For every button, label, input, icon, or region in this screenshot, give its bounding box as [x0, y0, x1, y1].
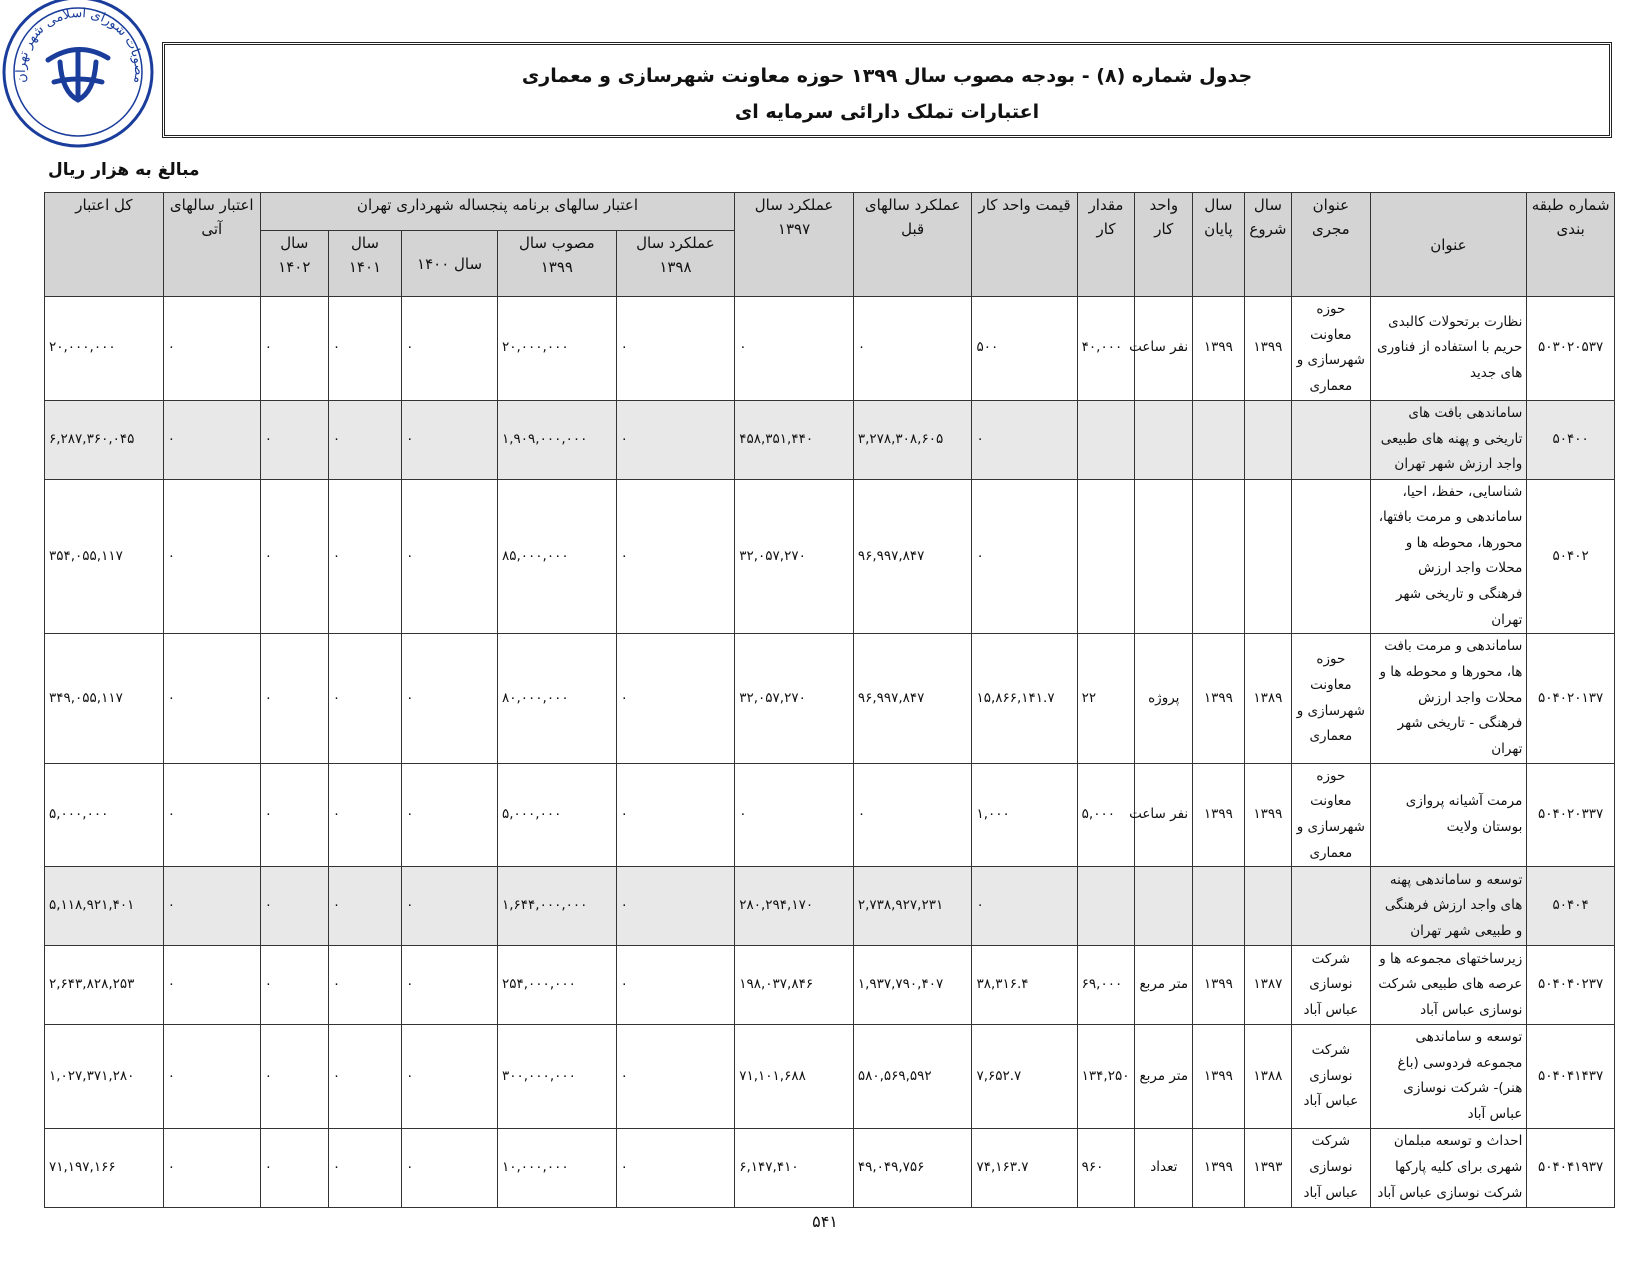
row-end-year: ۱۳۹۹: [1193, 763, 1245, 867]
row-quantity: ۲۲: [1077, 634, 1135, 763]
row-start-year: [1244, 867, 1291, 946]
row-executor: حوزه معاونت شهرسازی و معماری: [1292, 634, 1370, 763]
row-prev-performance: ۹۶,۹۹۷,۸۴۷: [853, 634, 972, 763]
budget-table: [44, 192, 1615, 1208]
row-year-1401: ۰: [328, 634, 401, 763]
row-year-1401: ۰: [328, 946, 401, 1025]
row-unit: نفر ساعت: [1135, 763, 1193, 867]
row-total: ۶,۲۸۷,۳۶۰,۰۴۵: [45, 400, 164, 479]
header-title: عنوان: [1370, 193, 1527, 297]
row-unit: نفر ساعت: [1135, 297, 1193, 401]
table-row: [45, 1025, 1615, 1129]
row-quantity: ۴۰,۰۰۰: [1077, 297, 1135, 401]
row-year-1400: ۰: [402, 297, 498, 401]
header-unit-price: قیمت واحد کار: [972, 193, 1077, 297]
row-executor: شرکت نوسازی عباس آباد: [1292, 1025, 1370, 1129]
row-start-year: ۱۳۹۳: [1244, 1128, 1291, 1207]
row-end-year: ۱۳۹۹: [1193, 1025, 1245, 1129]
row-quantity: ۱۳۴,۲۵۰: [1077, 1025, 1135, 1129]
row-prev-performance: ۵۸۰,۵۶۹,۵۹۲: [853, 1025, 972, 1129]
row-title: مرمت آشیانه پروازی بوستان ولایت: [1370, 763, 1527, 867]
row-future: ۰: [163, 763, 260, 867]
row-start-year: ۱۳۹۹: [1244, 763, 1291, 867]
row-approved-1399: ۱,۶۴۴,۰۰۰,۰۰۰: [498, 867, 617, 946]
row-year-1401: ۰: [328, 1025, 401, 1129]
row-prev-performance: ۲,۷۳۸,۹۲۷,۲۳۱: [853, 867, 972, 946]
row-title: توسعه و ساماندهی پهنه های واجد ارزش فرهنگی و طبیعی شهر تهران: [1370, 867, 1527, 946]
row-performance-1398: ۰: [616, 867, 735, 946]
row-start-year: ۱۳۹۹: [1244, 297, 1291, 401]
row-code: ۵۰۴۰۴۱۹۳۷: [1527, 1128, 1615, 1207]
row-code: ۵۰۴۰۲: [1527, 479, 1615, 634]
row-code: ۵۰۴۰۴۱۴۳۷: [1527, 1025, 1615, 1129]
row-approved-1399: ۱,۹۰۹,۰۰۰,۰۰۰: [498, 400, 617, 479]
title-box: [162, 42, 1612, 138]
row-code: ۵۰۴۰۲۰۱۳۷: [1527, 634, 1615, 763]
row-unit-price: ۳۸,۳۱۶.۴: [972, 946, 1077, 1025]
row-unit-price: ۵۰۰: [972, 297, 1077, 401]
row-title: زیرساختهای مجموعه ها و عرصه های طبیعی شرکت نوسازی عباس آباد: [1370, 946, 1527, 1025]
row-total: ۱,۰۲۷,۳۷۱,۲۸۰: [45, 1025, 164, 1129]
row-executor: [1292, 867, 1370, 946]
header-quantity: مقدار کار: [1077, 193, 1135, 297]
row-unit-price: ۰: [972, 479, 1077, 634]
row-executor: حوزه معاونت شهرسازی و معماری: [1292, 763, 1370, 867]
row-year-1402: ۰: [260, 946, 328, 1025]
row-unit-price: ۰: [972, 400, 1077, 479]
row-approved-1399: ۸۵,۰۰۰,۰۰۰: [498, 479, 617, 634]
row-total: ۵,۰۰۰,۰۰۰: [45, 763, 164, 867]
row-code: ۵۰۴۰۲۰۳۳۷: [1527, 763, 1615, 867]
row-prev-performance: ۹۶,۹۹۷,۸۴۷: [853, 479, 972, 634]
row-title: شناسایی، حفظ، احیا، ساماندهی و مرمت بافتها، محورها، محوطه ها و محلات واجد ارزش فرهنگی و تاریخی شهر تهران: [1370, 479, 1527, 634]
table-row: [45, 634, 1615, 763]
row-year-1400: ۰: [402, 867, 498, 946]
table-row: [45, 297, 1615, 401]
row-executor: [1292, 479, 1370, 634]
row-year-1400: ۰: [402, 634, 498, 763]
header-plan-group: اعتبار سالهای برنامه پنجساله شهرداری تهران: [260, 193, 735, 231]
row-unit: پروژه: [1135, 634, 1193, 763]
row-performance-1398: ۰: [616, 1025, 735, 1129]
page-title: جدول شماره (۸) - بودجه مصوب سال ۱۳۹۹ حوزه معاونت شهرسازی و معماری: [521, 65, 1253, 87]
row-code: ۵۰۳۰۲۰۵۳۷: [1527, 297, 1615, 401]
row-end-year: ۱۳۹۹: [1193, 946, 1245, 1025]
header-end-year: سال پایان: [1193, 193, 1245, 297]
row-performance-1397: ۳۲,۰۵۷,۲۷۰: [735, 479, 854, 634]
row-unit: [1135, 479, 1193, 634]
row-prev-performance: ۰: [853, 763, 972, 867]
row-future: ۰: [163, 634, 260, 763]
unit-note: مبالغ به هزار ریال: [48, 160, 200, 180]
table-row: [45, 479, 1615, 634]
row-quantity: ۶۹,۰۰۰: [1077, 946, 1135, 1025]
svg-text:مصوبات شورای اسلامی شهر تهران: مصوبات شورای اسلامی شهر تهران: [13, 5, 147, 85]
header-total: کل اعتبار: [45, 193, 164, 297]
row-year-1401: ۰: [328, 1128, 401, 1207]
row-start-year: [1244, 400, 1291, 479]
row-performance-1397: ۶,۱۴۷,۴۱۰: [735, 1128, 854, 1207]
row-title: توسعه و ساماندهی مجموعه فردوسی (باغ هنر)- شرکت نوسازی عباس آباد: [1370, 1025, 1527, 1129]
row-year-1402: ۰: [260, 763, 328, 867]
row-quantity: ۵,۰۰۰: [1077, 763, 1135, 867]
row-total: ۷۱,۱۹۷,۱۶۶: [45, 1128, 164, 1207]
row-code: ۵۰۴۰۴۰۲۳۷: [1527, 946, 1615, 1025]
row-performance-1398: ۰: [616, 479, 735, 634]
row-year-1400: ۰: [402, 400, 498, 479]
row-quantity: [1077, 400, 1135, 479]
row-unit-price: ۱,۰۰۰: [972, 763, 1077, 867]
row-approved-1399: ۲۵۴,۰۰۰,۰۰۰: [498, 946, 617, 1025]
row-performance-1397: ۱۹۸,۰۳۷,۸۴۶: [735, 946, 854, 1025]
row-total: ۳۵۴,۰۵۵,۱۱۷: [45, 479, 164, 634]
row-quantity: ۹۶۰: [1077, 1128, 1135, 1207]
row-title: ساماندهی و مرمت بافت ها، محورها و محوطه ها و محلات واجد ارزش فرهنگی - تاریخی شهر تهران: [1370, 634, 1527, 763]
row-start-year: ۱۳۸۸: [1244, 1025, 1291, 1129]
row-prev-performance: ۳,۲۷۸,۳۰۸,۶۰۵: [853, 400, 972, 479]
row-approved-1399: ۳۰۰,۰۰۰,۰۰۰: [498, 1025, 617, 1129]
table-row: [45, 867, 1615, 946]
row-unit-price: ۱۵,۸۶۶,۱۴۱.۷: [972, 634, 1077, 763]
row-future: ۰: [163, 479, 260, 634]
row-approved-1399: ۱۰,۰۰۰,۰۰۰: [498, 1128, 617, 1207]
row-total: ۲,۶۴۳,۸۲۸,۲۵۳: [45, 946, 164, 1025]
header-future: اعتبار سالهای آتی: [163, 193, 260, 297]
header-performance-1398: عملکرد سال ۱۳۹۸: [616, 231, 735, 297]
row-title: ساماندهی بافت های تاریخی و پهنه های طبیعی واجد ارزش شهر تهران: [1370, 400, 1527, 479]
row-quantity: [1077, 867, 1135, 946]
row-prev-performance: ۴۹,۰۴۹,۷۵۶: [853, 1128, 972, 1207]
row-title: احداث و توسعه مبلمان شهری برای کلیه پارکها شرکت نوسازی عباس آباد: [1370, 1128, 1527, 1207]
row-total: ۲۰,۰۰۰,۰۰۰: [45, 297, 164, 401]
row-year-1402: ۰: [260, 634, 328, 763]
row-future: ۰: [163, 867, 260, 946]
row-executor: شرکت نوسازی عباس آباد: [1292, 946, 1370, 1025]
header-year-1400: سال ۱۴۰۰: [402, 231, 498, 297]
row-year-1402: ۰: [260, 400, 328, 479]
row-year-1402: ۰: [260, 867, 328, 946]
row-end-year: [1193, 400, 1245, 479]
row-year-1400: ۰: [402, 763, 498, 867]
row-unit: [1135, 400, 1193, 479]
row-year-1401: ۰: [328, 400, 401, 479]
row-performance-1397: ۰: [735, 763, 854, 867]
council-seal-logo: [0, 0, 160, 160]
row-unit-price: ۷,۶۵۲.۷: [972, 1025, 1077, 1129]
row-performance-1398: ۰: [616, 400, 735, 479]
row-executor: [1292, 400, 1370, 479]
row-year-1402: ۰: [260, 1025, 328, 1129]
row-performance-1398: ۰: [616, 763, 735, 867]
row-end-year: [1193, 479, 1245, 634]
row-performance-1397: ۰: [735, 297, 854, 401]
row-year-1401: ۰: [328, 867, 401, 946]
row-approved-1399: ۵,۰۰۰,۰۰۰: [498, 763, 617, 867]
row-unit: تعداد: [1135, 1128, 1193, 1207]
row-unit: متر مربع: [1135, 946, 1193, 1025]
header-unit: واحد کار: [1135, 193, 1193, 297]
row-performance-1397: ۳۲,۰۵۷,۲۷۰: [735, 634, 854, 763]
table-row: [45, 763, 1615, 867]
row-year-1401: ۰: [328, 479, 401, 634]
row-future: ۰: [163, 1025, 260, 1129]
row-performance-1398: ۰: [616, 297, 735, 401]
row-performance-1397: ۴۵۸,۳۵۱,۴۴۰: [735, 400, 854, 479]
table-row: [45, 1128, 1615, 1207]
row-start-year: [1244, 479, 1291, 634]
header-code: شماره طبقه بندی: [1527, 193, 1615, 297]
row-performance-1397: ۲۸۰,۲۹۴,۱۷۰: [735, 867, 854, 946]
row-total: ۳۴۹,۰۵۵,۱۱۷: [45, 634, 164, 763]
row-code: ۵۰۴۰۴: [1527, 867, 1615, 946]
row-approved-1399: ۲۰,۰۰۰,۰۰۰: [498, 297, 617, 401]
header-executor: عنوان مجری: [1292, 193, 1370, 297]
row-end-year: ۱۳۹۹: [1193, 297, 1245, 401]
row-approved-1399: ۸۰,۰۰۰,۰۰۰: [498, 634, 617, 763]
row-unit: متر مربع: [1135, 1025, 1193, 1129]
row-start-year: ۱۳۸۹: [1244, 634, 1291, 763]
row-year-1401: ۰: [328, 763, 401, 867]
row-executor: حوزه معاونت شهرسازی و معماری: [1292, 297, 1370, 401]
row-quantity: [1077, 479, 1135, 634]
row-year-1400: ۰: [402, 946, 498, 1025]
row-future: ۰: [163, 946, 260, 1025]
row-year-1400: ۰: [402, 1025, 498, 1129]
row-title: نظارت برتحولات کالبدی حریم با استفاده از فناوری های جدید: [1370, 297, 1527, 401]
header-year-1401: سال ۱۴۰۱: [328, 231, 401, 297]
header-year-1402: سال ۱۴۰۲: [260, 231, 328, 297]
header-approved-1399: مصوب سال ۱۳۹۹: [498, 231, 617, 297]
row-end-year: ۱۳۹۹: [1193, 1128, 1245, 1207]
row-performance-1398: ۰: [616, 946, 735, 1025]
table-row: [45, 400, 1615, 479]
row-future: ۰: [163, 297, 260, 401]
page-number: ۵۴۱: [812, 1212, 838, 1231]
row-end-year: ۱۳۹۹: [1193, 634, 1245, 763]
row-performance-1398: ۰: [616, 634, 735, 763]
row-prev-performance: ۰: [853, 297, 972, 401]
row-performance-1398: ۰: [616, 1128, 735, 1207]
row-unit: [1135, 867, 1193, 946]
row-year-1400: ۰: [402, 479, 498, 634]
row-performance-1397: ۷۱,۱۰۱,۶۸۸: [735, 1025, 854, 1129]
header-performance-1397: عملکرد سال ۱۳۹۷: [735, 193, 854, 297]
row-year-1400: ۰: [402, 1128, 498, 1207]
row-year-1402: ۰: [260, 1128, 328, 1207]
table-row: [45, 946, 1615, 1025]
row-year-1402: ۰: [260, 297, 328, 401]
row-executor: شرکت نوسازی عباس آباد: [1292, 1128, 1370, 1207]
row-total: ۵,۱۱۸,۹۲۱,۴۰۱: [45, 867, 164, 946]
row-year-1402: ۰: [260, 479, 328, 634]
row-year-1401: ۰: [328, 297, 401, 401]
row-unit-price: ۷۴,۱۶۳.۷: [972, 1128, 1077, 1207]
row-future: ۰: [163, 1128, 260, 1207]
row-code: ۵۰۴۰۰: [1527, 400, 1615, 479]
row-prev-performance: ۱,۹۳۷,۷۹۰,۴۰۷: [853, 946, 972, 1025]
row-start-year: ۱۳۸۷: [1244, 946, 1291, 1025]
row-future: ۰: [163, 400, 260, 479]
header-start-year: سال شروع: [1244, 193, 1291, 297]
row-unit-price: ۰: [972, 867, 1077, 946]
row-end-year: [1193, 867, 1245, 946]
page-subtitle: اعتبارات تملک دارائی سرمایه ای: [734, 101, 1040, 123]
header-prev-performance: عملکرد سالهای قبل: [853, 193, 972, 297]
